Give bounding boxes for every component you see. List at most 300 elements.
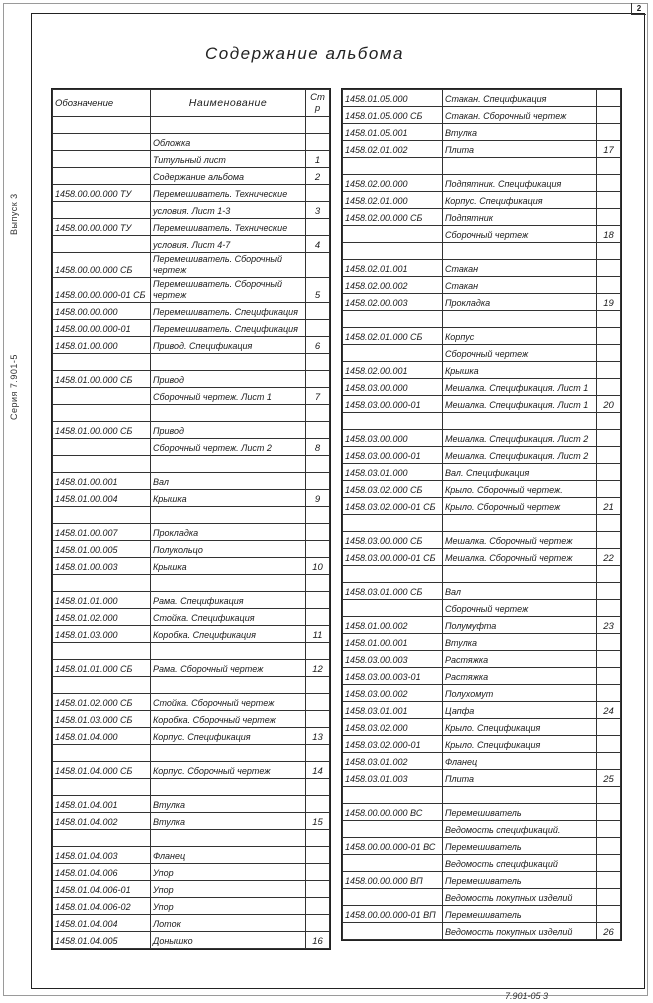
row-page [597, 515, 621, 532]
row-code: 1458.03.00.002 [343, 685, 443, 702]
table-row [53, 541, 330, 558]
table-row [343, 175, 621, 192]
row-page [306, 219, 330, 236]
row-name: Сборочный чертеж [443, 345, 597, 362]
table-row [343, 328, 621, 345]
row-page [597, 651, 621, 668]
contents-table-right [342, 89, 621, 940]
table-row [53, 320, 330, 337]
table-row [343, 685, 621, 702]
table-row [53, 185, 330, 202]
table-row [53, 830, 330, 847]
row-name: Обложка [151, 134, 306, 151]
table-row [343, 736, 621, 753]
table-row [53, 643, 330, 660]
row-page [597, 855, 621, 872]
row-name: Сборочный чертеж. Лист 2 [151, 439, 306, 456]
row-page: 18 [597, 226, 621, 243]
row-code: 1458.03.00.000 [343, 379, 443, 396]
table-row [343, 872, 621, 889]
row-code: 1458.00.00.000 ВС [343, 804, 443, 821]
table-row [343, 277, 621, 294]
row-name: Донышко [151, 932, 306, 949]
row-code: 1458.03.02.000-01 [343, 736, 443, 753]
row-code [343, 566, 443, 583]
table-row [53, 202, 330, 219]
row-name [443, 158, 597, 175]
row-page [597, 719, 621, 736]
row-page [306, 524, 330, 541]
table-row [343, 226, 621, 243]
row-page: 10 [306, 558, 330, 575]
row-name: Перемешиватель [443, 906, 597, 923]
row-page [306, 117, 330, 134]
row-name: Крышка [151, 490, 306, 507]
row-page [597, 668, 621, 685]
row-page: 16 [306, 932, 330, 949]
row-code: 1458.03.00.000 [343, 430, 443, 447]
row-name: Мешалка. Спецификация. Лист 2 [443, 447, 597, 464]
row-code: 1458.01.05.001 [343, 124, 443, 141]
row-name: Цапфа [443, 702, 597, 719]
table-row [53, 711, 330, 728]
row-page [597, 566, 621, 583]
row-page [306, 575, 330, 592]
row-page [597, 413, 621, 430]
row-code: 1458.01.00.000 [53, 337, 151, 354]
row-name: Полухомут [443, 685, 597, 702]
row-name: Мешалка. Спецификация. Лист 1 [443, 379, 597, 396]
row-name: Вал [443, 583, 597, 600]
row-name: Плита [443, 770, 597, 787]
row-page [597, 158, 621, 175]
row-page: 13 [306, 728, 330, 745]
row-name: Привод. Спецификация [151, 337, 306, 354]
row-name: Подпятник. Спецификация [443, 175, 597, 192]
row-page: 5 [306, 278, 330, 303]
row-name: Стакан. Сборочный чертеж [443, 107, 597, 124]
row-code: 1458.01.01.000 СБ [53, 660, 151, 677]
row-code: 1458.02.01.001 [343, 260, 443, 277]
table-row [53, 354, 330, 371]
row-page [597, 192, 621, 209]
header-page: Стр [306, 90, 330, 117]
row-page [597, 600, 621, 617]
row-code [343, 787, 443, 804]
row-name: Сборочный чертеж [443, 226, 597, 243]
row-name: Фланец [443, 753, 597, 770]
table-row [343, 821, 621, 838]
row-code: 1458.01.00.001 [53, 473, 151, 490]
row-page [597, 362, 621, 379]
row-name [443, 413, 597, 430]
row-code [53, 151, 151, 168]
row-page: 14 [306, 762, 330, 779]
row-name: Крышка [443, 362, 597, 379]
row-code: 1458.00.00.000 ТУ [53, 185, 151, 202]
table-row [53, 473, 330, 490]
row-code: 1458.01.04.006-01 [53, 881, 151, 898]
row-page [597, 379, 621, 396]
row-name: Содержание альбома [151, 168, 306, 185]
row-code: 1458.01.04.006-02 [53, 898, 151, 915]
row-code: 1458.00.00.000-01 ВП [343, 906, 443, 923]
table-row [53, 371, 330, 388]
table-row [343, 889, 621, 906]
row-page [306, 745, 330, 762]
row-page: 12 [306, 660, 330, 677]
table-row [53, 898, 330, 915]
row-name [151, 117, 306, 134]
row-name: Втулка [443, 124, 597, 141]
table-row [343, 651, 621, 668]
row-name: Растяжка [443, 668, 597, 685]
row-name: Втулка [151, 813, 306, 830]
contents-table-left [52, 89, 330, 949]
table-row [343, 787, 621, 804]
row-code [53, 643, 151, 660]
row-name: Полумуфта [443, 617, 597, 634]
row-name: Прокладка [443, 294, 597, 311]
row-page [306, 303, 330, 320]
row-name: Мешалка. Сборочный чертеж [443, 532, 597, 549]
table-row [53, 864, 330, 881]
row-page [306, 915, 330, 932]
table-row [343, 583, 621, 600]
row-code [343, 345, 443, 362]
row-code [343, 600, 443, 617]
row-code: 1458.01.04.003 [53, 847, 151, 864]
row-page [306, 405, 330, 422]
table-row [53, 847, 330, 864]
row-name: Перемешиватель. Сборочный чертеж [151, 253, 306, 278]
row-code: 1458.02.01.000 СБ [343, 328, 443, 345]
row-name: Титульный лист [151, 151, 306, 168]
row-page [597, 328, 621, 345]
row-name: Упор [151, 898, 306, 915]
table-row [343, 498, 621, 515]
header-name: Наименование [151, 90, 306, 117]
row-name: Рама. Сборочный чертеж [151, 660, 306, 677]
row-code: 1458.03.00.003-01 [343, 668, 443, 685]
row-code [343, 226, 443, 243]
row-page: 11 [306, 626, 330, 643]
row-code: 1458.01.00.001 [343, 634, 443, 651]
row-name: Рама. Спецификация [151, 592, 306, 609]
row-code: 1458.01.04.006 [53, 864, 151, 881]
table-row [53, 779, 330, 796]
row-code: 1458.00.00.000-01 СБ [53, 278, 151, 303]
row-code [53, 456, 151, 473]
row-page [306, 779, 330, 796]
row-page: 3 [306, 202, 330, 219]
table-row [343, 804, 621, 821]
row-code [53, 354, 151, 371]
row-page: 22 [597, 549, 621, 566]
table-row [53, 524, 330, 541]
row-name: Перемешиватель [443, 838, 597, 855]
table-row [343, 396, 621, 413]
row-code: 1458.01.04.004 [53, 915, 151, 932]
row-name: Перемешиватель [443, 804, 597, 821]
row-name: Ведомость покупных изделий [443, 923, 597, 940]
row-page [306, 677, 330, 694]
row-code [343, 855, 443, 872]
table-row [53, 439, 330, 456]
row-code: 1458.03.02.000-01 СБ [343, 498, 443, 515]
table-row [53, 609, 330, 626]
row-page: 23 [597, 617, 621, 634]
row-name: Крыло. Спецификация [443, 719, 597, 736]
row-code: 1458.02.00.000 [343, 175, 443, 192]
table-row [343, 600, 621, 617]
row-page [597, 583, 621, 600]
table-row [343, 158, 621, 175]
row-page: 1 [306, 151, 330, 168]
row-code: 1458.01.02.000 СБ [53, 694, 151, 711]
table-row [343, 243, 621, 260]
row-code: 1458.03.01.000 [343, 464, 443, 481]
table-row [343, 532, 621, 549]
row-page: 8 [306, 439, 330, 456]
row-code: 1458.03.00.000-01 СБ [343, 549, 443, 566]
row-code: 1458.01.04.005 [53, 932, 151, 949]
row-name: Корпус. Спецификация [151, 728, 306, 745]
row-name: Мешалка. Сборочный чертеж [443, 549, 597, 566]
row-name [151, 643, 306, 660]
row-code [53, 575, 151, 592]
row-code: 1458.01.04.000 СБ [53, 762, 151, 779]
row-code: 1458.02.01.002 [343, 141, 443, 158]
row-name: условия. Лист 4-7 [151, 236, 306, 253]
row-name: Мешалка. Спецификация. Лист 2 [443, 430, 597, 447]
table-row [343, 362, 621, 379]
row-page: 4 [306, 236, 330, 253]
row-page: 15 [306, 813, 330, 830]
row-code: 1458.01.00.003 [53, 558, 151, 575]
row-name: Сборочный чертеж [443, 600, 597, 617]
row-name: Полукольцо [151, 541, 306, 558]
row-code [53, 830, 151, 847]
row-name: Стакан. Спецификация [443, 90, 597, 107]
table-row [343, 719, 621, 736]
row-name: Перемешиватель. Спецификация [151, 320, 306, 337]
table-row [343, 141, 621, 158]
row-page [306, 881, 330, 898]
row-page [306, 643, 330, 660]
row-code [53, 134, 151, 151]
row-page: 6 [306, 337, 330, 354]
row-name: Крыло. Сборочный чертеж. [443, 481, 597, 498]
row-code [343, 311, 443, 328]
table-row [53, 117, 330, 134]
table-row [53, 694, 330, 711]
row-page [306, 371, 330, 388]
row-code: 1458.03.00.000-01 [343, 396, 443, 413]
table-row [343, 107, 621, 124]
row-page [306, 609, 330, 626]
row-code: 1458.01.04.000 [53, 728, 151, 745]
table-row [343, 634, 621, 651]
row-page: 20 [597, 396, 621, 413]
row-page: 24 [597, 702, 621, 719]
table-row [343, 770, 621, 787]
table-row [343, 855, 621, 872]
row-name [443, 787, 597, 804]
row-name: Прокладка [151, 524, 306, 541]
row-name: Привод [151, 422, 306, 439]
header-code: Обозначение [53, 90, 151, 117]
row-name: Перемешиватель. Спецификация [151, 303, 306, 320]
table-row [53, 134, 330, 151]
row-name: Перемешиватель. Технические [151, 219, 306, 236]
row-page: 2 [306, 168, 330, 185]
row-page [306, 864, 330, 881]
row-name [151, 507, 306, 524]
row-name: Коробка. Сборочный чертеж [151, 711, 306, 728]
table-row [343, 90, 621, 107]
row-page [306, 134, 330, 151]
row-code: 1458.03.01.000 СБ [343, 583, 443, 600]
row-name: Стойка. Сборочный чертеж [151, 694, 306, 711]
table-row [343, 192, 621, 209]
row-code [53, 745, 151, 762]
table-row [53, 915, 330, 932]
row-code: 1458.03.02.000 СБ [343, 481, 443, 498]
row-code [53, 439, 151, 456]
row-page: 26 [597, 923, 621, 940]
row-code: 1458.01.02.000 [53, 609, 151, 626]
row-name: Корпус. Сборочный чертеж [151, 762, 306, 779]
row-code: 1458.02.00.002 [343, 277, 443, 294]
row-code [343, 923, 443, 940]
row-name: Втулка [151, 796, 306, 813]
row-code: 1458.01.00.004 [53, 490, 151, 507]
row-page [597, 906, 621, 923]
row-code: 1458.03.01.001 [343, 702, 443, 719]
row-page [597, 634, 621, 651]
row-name: Перемешиватель. Сборочный чертеж [151, 278, 306, 303]
row-page [597, 889, 621, 906]
table-row [53, 745, 330, 762]
table-row [53, 337, 330, 354]
row-name [151, 354, 306, 371]
table-row [53, 490, 330, 507]
row-code: 1458.01.00.000 СБ [53, 422, 151, 439]
row-code: 1458.01.00.002 [343, 617, 443, 634]
row-code [343, 243, 443, 260]
row-page [597, 107, 621, 124]
row-code [53, 779, 151, 796]
row-name: Ведомость спецификаций [443, 855, 597, 872]
row-name: Крышка [151, 558, 306, 575]
row-name: Стойка. Спецификация [151, 609, 306, 626]
row-code: 1458.01.05.000 СБ [343, 107, 443, 124]
row-page [306, 711, 330, 728]
row-code: 1458.01.04.001 [53, 796, 151, 813]
row-code: 1458.00.00.000-01 [53, 320, 151, 337]
row-name: Упор [151, 864, 306, 881]
row-page [306, 456, 330, 473]
row-name: Лоток [151, 915, 306, 932]
table-row [53, 796, 330, 813]
table-row [53, 762, 330, 779]
table-row [343, 481, 621, 498]
table-row [53, 151, 330, 168]
row-name: Вал. Спецификация [443, 464, 597, 481]
row-page [597, 872, 621, 889]
row-page [597, 243, 621, 260]
row-name: Коробка. Спецификация [151, 626, 306, 643]
row-page [306, 422, 330, 439]
table-row [53, 660, 330, 677]
page-number: 2 [631, 3, 646, 15]
row-name [151, 677, 306, 694]
row-code [343, 158, 443, 175]
row-page [597, 481, 621, 498]
table-row [53, 405, 330, 422]
side-label-vypusk: Выпуск 3 [9, 193, 19, 235]
row-page [597, 260, 621, 277]
row-name: Корпус. Спецификация [443, 192, 597, 209]
row-name: Крыло. Спецификация [443, 736, 597, 753]
row-name: Ведомость покупных изделий [443, 889, 597, 906]
row-page [597, 447, 621, 464]
row-code [53, 202, 151, 219]
row-code: 1458.01.01.000 [53, 592, 151, 609]
table-row [343, 549, 621, 566]
row-code: 1458.01.03.000 СБ [53, 711, 151, 728]
row-code: 1458.00.00.000 СБ [53, 253, 151, 278]
row-name: Перемешиватель [443, 872, 597, 889]
row-name: Фланец [151, 847, 306, 864]
table-header-row [53, 90, 330, 117]
row-code: 1458.01.00.000 СБ [53, 371, 151, 388]
table-row [53, 592, 330, 609]
row-code [53, 507, 151, 524]
table-row [343, 209, 621, 226]
row-page [597, 90, 621, 107]
row-name: Подпятник [443, 209, 597, 226]
table-row [53, 728, 330, 745]
row-code: 1458.01.00.007 [53, 524, 151, 541]
row-name [151, 456, 306, 473]
row-name [151, 830, 306, 847]
side-label-seria: Серия 7.901-5 [9, 354, 19, 420]
row-name: Перемешиватель. Технические [151, 185, 306, 202]
row-name: Стакан [443, 260, 597, 277]
row-name: Мешалка. Спецификация. Лист 1 [443, 396, 597, 413]
row-name: условия. Лист 1-3 [151, 202, 306, 219]
row-code: 1458.01.03.000 [53, 626, 151, 643]
row-page [597, 821, 621, 838]
table-row [53, 388, 330, 405]
row-code: 1458.03.02.000 [343, 719, 443, 736]
table-row [343, 668, 621, 685]
row-name: Плита [443, 141, 597, 158]
row-page [306, 694, 330, 711]
row-name: Упор [151, 881, 306, 898]
table-row [343, 906, 621, 923]
table-row [343, 447, 621, 464]
table-row [53, 219, 330, 236]
row-code [53, 388, 151, 405]
table-row [343, 702, 621, 719]
row-code [53, 405, 151, 422]
row-page [597, 175, 621, 192]
row-name: Ведомость спецификаций. [443, 821, 597, 838]
table-row [53, 422, 330, 439]
